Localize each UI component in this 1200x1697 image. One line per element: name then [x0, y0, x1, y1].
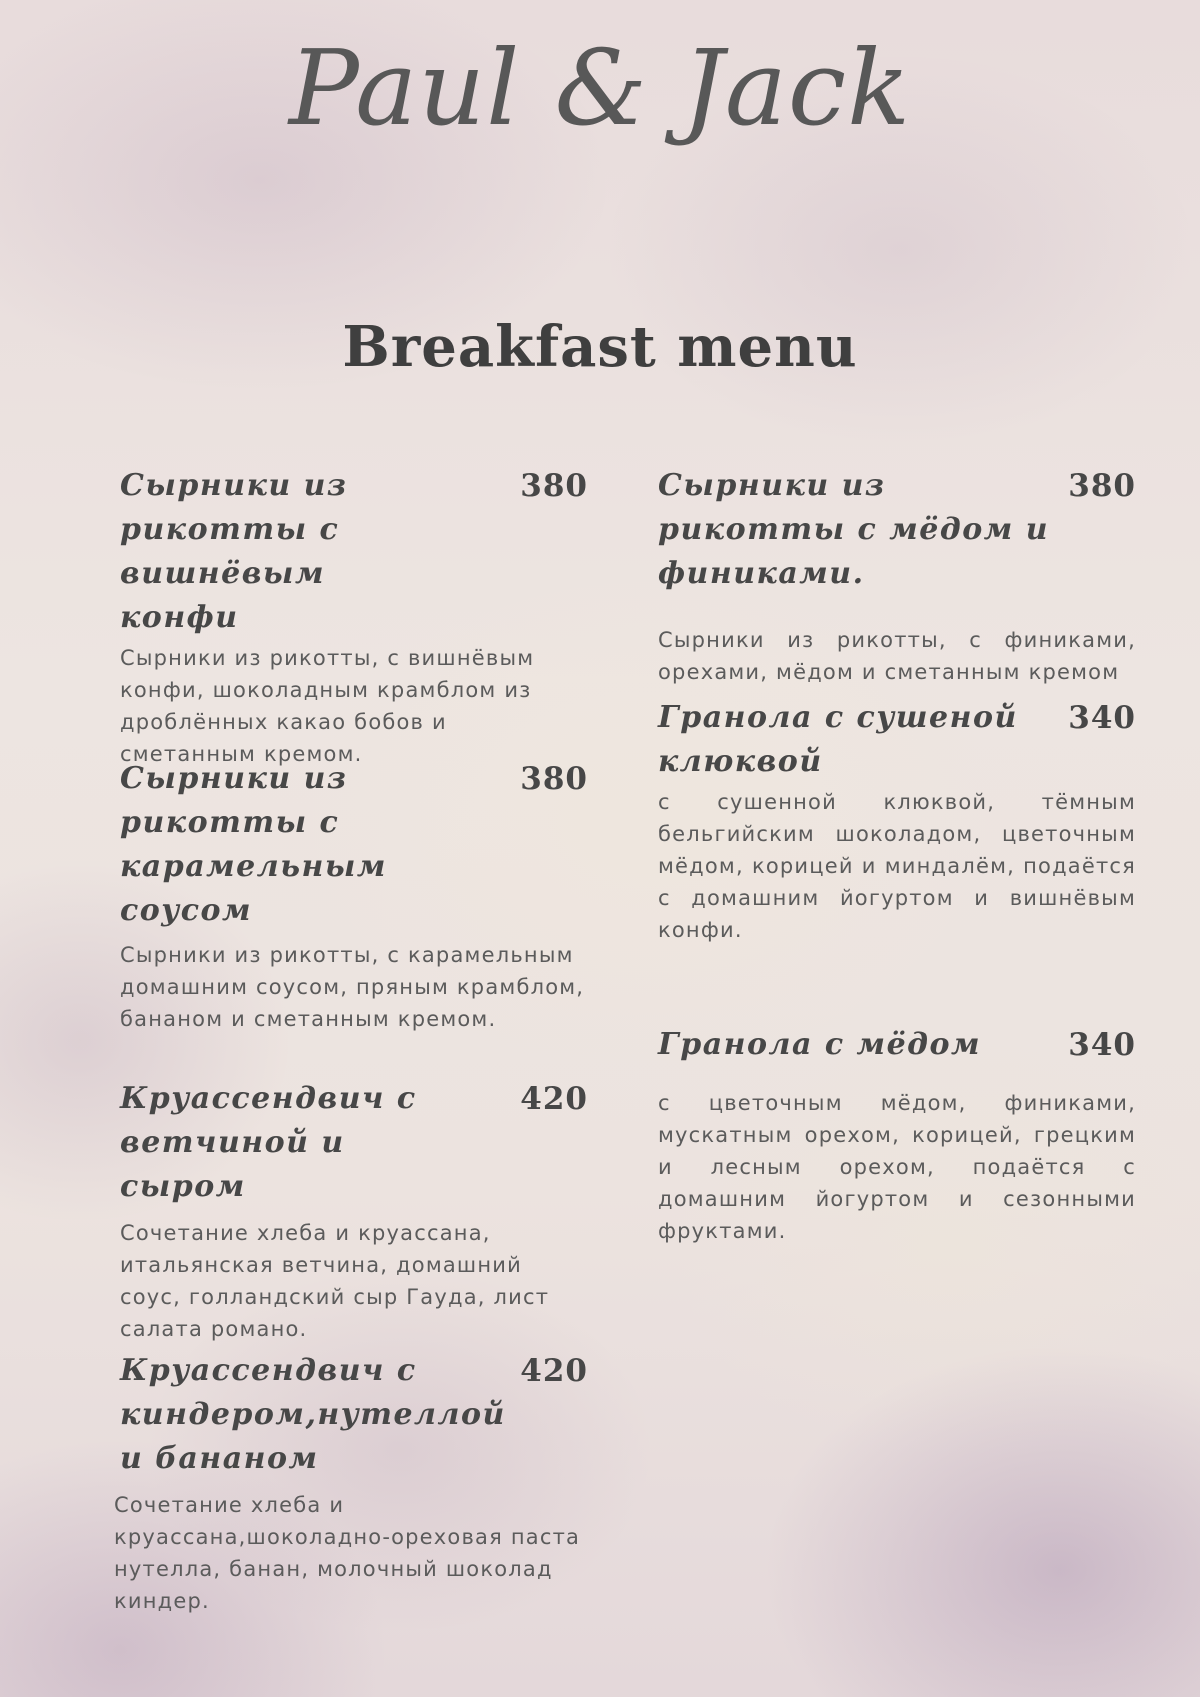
menu-item-name: Сырники из рикотты с карамельным соусом	[120, 761, 387, 928]
menu-item	[658, 1023, 1136, 1247]
menu-item-name: Гранола с сушеной клюквой	[658, 700, 1018, 779]
menu-item-price: 380	[520, 468, 588, 504]
menu-item-name: Круассендвич с ветчиной и сыром	[120, 1081, 417, 1204]
menu-item-description: с цветочным мёдом, финиками, мускатным орехом, корицей, грецким и лесным орехом, подаётся с домашним йогуртом и сезонными фруктами.	[658, 1091, 1136, 1243]
menu-item-header	[120, 1349, 588, 1481]
menu-item-header	[658, 696, 1136, 784]
menu-item-price: 420	[520, 1353, 588, 1389]
menu-item-description: Сырники из рикотты, с финиками, орехами, мёдом и сметанным кремом	[658, 628, 1136, 684]
brand-logo: Paul & Jack	[288, 27, 912, 149]
menu-item-header	[120, 757, 588, 933]
menu-item-name: Круассендвич с киндером,нутеллой и бананом	[120, 1353, 506, 1476]
menu-item-description: Сочетание хлеба и круассана, итальянская ветчина, домашний соус, голландский сыр Гауда, лист салата романо.	[120, 1221, 550, 1341]
menu-item-price: 380	[520, 761, 588, 797]
menu-item-header	[658, 1023, 1136, 1067]
menu-item	[120, 757, 588, 1035]
menu-item-header	[120, 464, 588, 640]
menu-item	[120, 464, 588, 770]
menu-item	[120, 1077, 588, 1345]
menu-item-description: Сырники из рикотты, с вишнёвым конфи, шоколадным крамблом из дроблённых какао бобов и сметанным кремом.	[120, 646, 535, 766]
menu-item-price: 340	[1068, 1027, 1136, 1063]
menu-item-description: Сочетание хлеба и круассана,шоколадно-ореховая паста нутелла, банан, молочный шоколад киндер.	[114, 1493, 581, 1613]
menu-item-name: Сырники из рикотты с вишнёвым конфи	[120, 468, 348, 635]
menu-item-header	[658, 464, 1136, 596]
menu-item	[658, 464, 1136, 688]
menu-item-name: Гранола с мёдом	[658, 1027, 982, 1062]
menu-item	[658, 696, 1136, 946]
menu-item-description: с сушенной клюквой, тёмным бельгийским шоколадом, цветочным мёдом, корицей и миндалём, подаётся с домашним йогуртом и вишнёвым конфи.	[658, 790, 1136, 942]
menu-item	[114, 1349, 588, 1617]
menu-item-description: Сырники из рикотты, с карамельным домашним соусом, пряным крамблом, бананом и сметанным кремом.	[120, 943, 585, 1031]
page-title: Breakfast menu	[342, 314, 858, 380]
menu-item-header	[120, 1077, 588, 1209]
menu-item-price: 340	[1068, 700, 1136, 736]
menu-item-price: 380	[1068, 468, 1136, 504]
menu-item-name: Сырники из рикотты с мёдом и финиками.	[658, 468, 1050, 591]
menu-item-price: 420	[520, 1081, 588, 1117]
